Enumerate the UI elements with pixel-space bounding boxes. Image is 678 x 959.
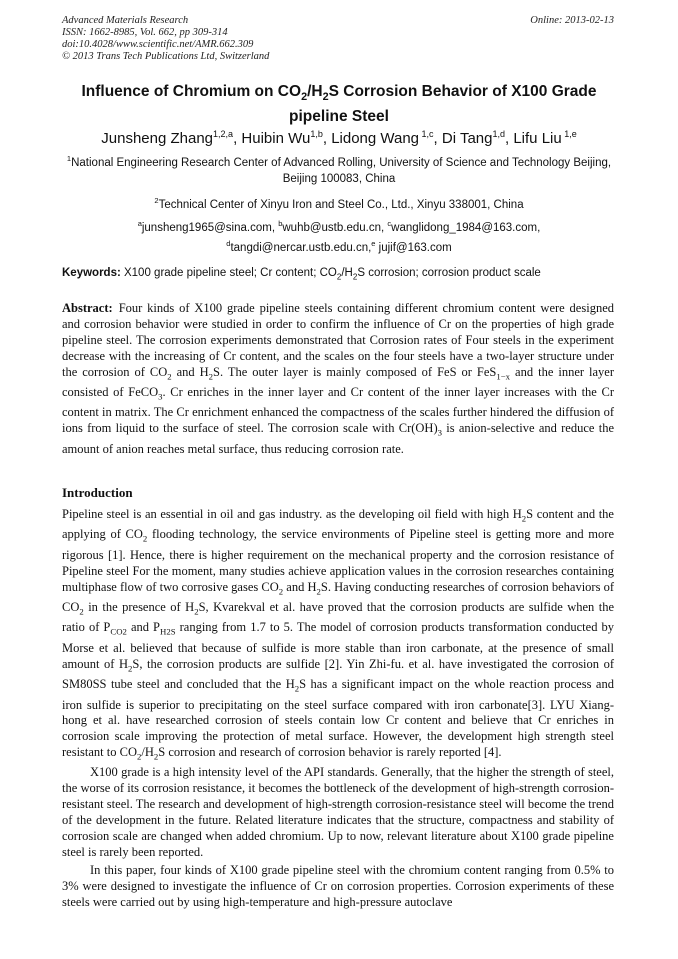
email-mark: c <box>387 219 392 228</box>
para-sub: 2 <box>128 663 133 674</box>
email-address[interactable]: wanglidong_1984@163.com, <box>391 221 541 234</box>
abstract-sub: 3 <box>437 427 442 438</box>
para-sub: 2 <box>142 533 148 544</box>
abstract <box>62 301 614 458</box>
para-sub: 2 <box>521 513 527 524</box>
paper-title <box>62 82 616 127</box>
author-affil-mark: 1,c <box>419 129 434 139</box>
title-sub: 2 <box>322 91 329 104</box>
intro-paragraph-2: X100 grade is a high intensity level of the API standards. Generally, that the higher the strength of steel, the worse of its corrosion resistance, it becomes the bottleneck of the development of high-strength corrosion-resistant steel. The research and development of high-strength corrosion-resistance steel will become the trend of the development in the future. Related literature indicates that the structure, compactness and stability of corrosion scale are changed when added chromium. Up to now, relevant literature about X100 grade pipeline steel is rarely been reported. <box>62 765 614 859</box>
title-text: S Corrosion Behavior of X100 Grade pipeline Steel <box>289 83 597 126</box>
keywords <box>62 265 616 285</box>
abstract-sub: 3 <box>158 391 163 402</box>
journal-header <box>62 15 269 63</box>
para-sub: 2 <box>137 751 142 762</box>
intro-paragraph-1 <box>62 507 614 766</box>
para-text: and P <box>126 620 161 635</box>
title-sub: 2 <box>301 91 308 104</box>
para-text: S. Having conducting researches of corrosion behaviors of CO <box>62 579 615 615</box>
email-address[interactable]: wuhb@ustb.edu.cn, <box>282 221 388 234</box>
abstract-text: and the inner layer consisted of FeCO <box>62 364 615 400</box>
abstract-sub: 1−x <box>496 371 511 382</box>
issn-line: ISSN: 1662-8985, Vol. 662, pp 309-314 <box>62 27 228 38</box>
abstract-sub: 2 <box>208 371 214 382</box>
title-text: Influence of Chromium on CO <box>81 83 302 100</box>
author-affil-mark: 1,b <box>310 129 323 139</box>
email-mark: a <box>137 219 142 228</box>
abstract-text: S. The outer layer is mainly composed of FeS or FeS <box>213 364 497 379</box>
author-name: Lidong Wang <box>331 130 420 147</box>
affil-mark: 2 <box>154 196 159 205</box>
doi-line[interactable]: doi:10.4028/www.scientific.net/AMR.662.309 <box>62 39 254 50</box>
author-affil-mark: 1,e <box>561 129 577 139</box>
para-sub: 2 <box>194 606 199 617</box>
para-sub: 2 <box>278 586 284 597</box>
abstract-label: Abstract: <box>62 301 113 315</box>
author-emails <box>62 216 616 256</box>
author-affil-mark: 1,2,a <box>213 129 234 139</box>
para-sub: CO2 <box>110 626 127 637</box>
abstract-text: is anion-selective and reduce the amount of anion reaches metal surface, thus reducing corrosion rate. <box>62 421 614 456</box>
para-sub: 2 <box>153 751 159 762</box>
para-sub: 2 <box>316 586 321 597</box>
title-text: /H <box>307 83 323 100</box>
author-list: Junsheng Zhang$^{1,2,a}$, Huibin Wu$^{1,b}$, Lidong Wang $^{1,c}$, Di Tang$^{1,d}$, Lifu Liu $^{1,e}$ <box>101 129 577 147</box>
affiliation-2 <box>62 193 616 213</box>
para-text: S, Kvarekval et al. have proved that the corrosion products are sulfide when the ratio of P <box>62 600 614 635</box>
para-text: S has a significant impact on the whole reaction process and iron sulfide is superior to precipitating on the steel surface compared with iron carbonate[3]. LYU Xiang-hong et al. have researched corrosion of steels contain low Cr content and believe that Cr enriches in corrosion scale improving the protection of metal surface. However, the development high strength steel resistant to CO <box>62 677 614 760</box>
email-address[interactable]: junsheng1965@sina.com, <box>141 221 279 234</box>
intro-paragraph-3: In this paper, four kinds of X100 grade pipeline steel with the chromium content ranging from 0.5% to 3% were designed to investigate the influence of Cr on corrosion properties. Corrosion experiments of these steels were carried out by using high-temperature and high-pressure autoclave <box>62 863 614 909</box>
keywords-sub: 2 <box>352 272 358 282</box>
author-name: Lifu Liu <box>513 130 562 147</box>
email-mark: b <box>278 219 283 228</box>
copyright-line: © 2013 Trans Tech Publications Ltd, Switzerland <box>62 51 270 62</box>
para-text: S, the corrosion products are sulfide [2]. Yin Zhi-fu. et al. have investigated the corrosion of SM80SS tube steel and concluded that the H <box>62 656 614 692</box>
abstract-sub: 2 <box>167 371 172 382</box>
para-text: S content and the applying of CO <box>62 507 614 542</box>
affil-mark: 1 <box>66 154 72 163</box>
para-text: /H <box>141 745 154 760</box>
email-mark: d <box>226 238 231 248</box>
section-heading-introduction: Introduction <box>62 485 133 500</box>
para-sub: 2 <box>79 606 84 617</box>
para-sub: 2 <box>294 683 300 694</box>
author-name: Di Tang <box>441 130 493 147</box>
affil-text: National Engineering Research Center of Advanced Rolling, University of Science and Technology Beijing, Beijing 100083, China <box>71 156 612 185</box>
affil-text: Technical Center of Xinyu Iron and Steel Co., Ltd., Xinyu 338001, China <box>158 198 524 211</box>
author-affil-mark: 1,d <box>492 129 505 139</box>
keywords-label: Keywords: <box>62 267 121 279</box>
para-text: Pipeline steel is an essential in oil and gas industry. as the developing oil field with high H <box>62 507 522 521</box>
abstract-text: . Cr enriches in the inner layer and Cr content of the inner layer increases with the Cr content in matrix. The Cr enrichment enhanced the compactness of the scales further hindered the diffusion of ions from liquid to the surface of steel. The corrosion scale with Cr(OH) <box>62 385 614 436</box>
para-sub: H2S <box>160 626 176 637</box>
keywords-sub: 2 <box>336 272 342 282</box>
online-date: Online: 2013-02-13 <box>530 15 614 26</box>
email-address[interactable]: tangdi@nercar.ustb.edu.cn, <box>230 241 372 254</box>
para-text: in the presence of H <box>83 600 195 615</box>
para-text: and H <box>283 579 317 594</box>
journal-name: Advanced Materials Research <box>62 15 189 26</box>
keywords-text: S corrosion; corrosion product scale <box>357 267 541 279</box>
para-text: flooding technology, the service environments of Pipeline steel is getting more and more rigorous [1]. Hence, there is higher requirement on the mechanical property and the corrosion resistance of Pipeline steel For the moment, many studies achieve application values in the corrosion researches containing multiphase flow of two corrosive gases CO <box>62 527 614 594</box>
abstract-text: and H <box>171 364 209 379</box>
author-name: Huibin Wu <box>241 130 311 147</box>
keywords-text: /H <box>341 267 353 279</box>
abstract-text: Four kinds of X100 grade pipeline steels containing different chromium content were designed and corrosion behavior were studied in order to confirm the influence of Cr on the properties of high grade pipeline steel. The corrosion experiments demonstrated that Corrosion rates of Four steels in the experiment decrease with the increasing of Cr content, and the scales on the four steels have a two-layer structure under the corrosion of CO <box>62 301 614 379</box>
email-address[interactable]: jujif@163.com <box>375 241 452 254</box>
email-mark: e <box>371 238 376 248</box>
keywords-text: X100 grade pipeline steel; Cr content; CO <box>120 267 337 279</box>
para-text: ranging from 1.7 to 5. The model of corrosion products transformation conducted by Morse et al. believed that because of sulfide is more stable than iron carbonate, at the presence of small amount of H <box>62 620 614 671</box>
author-name: Junsheng Zhang <box>101 130 214 147</box>
affiliation-1 <box>62 151 616 187</box>
para-text: S corrosion and research of corrosion behavior is rarely reported [4]. <box>158 745 502 760</box>
